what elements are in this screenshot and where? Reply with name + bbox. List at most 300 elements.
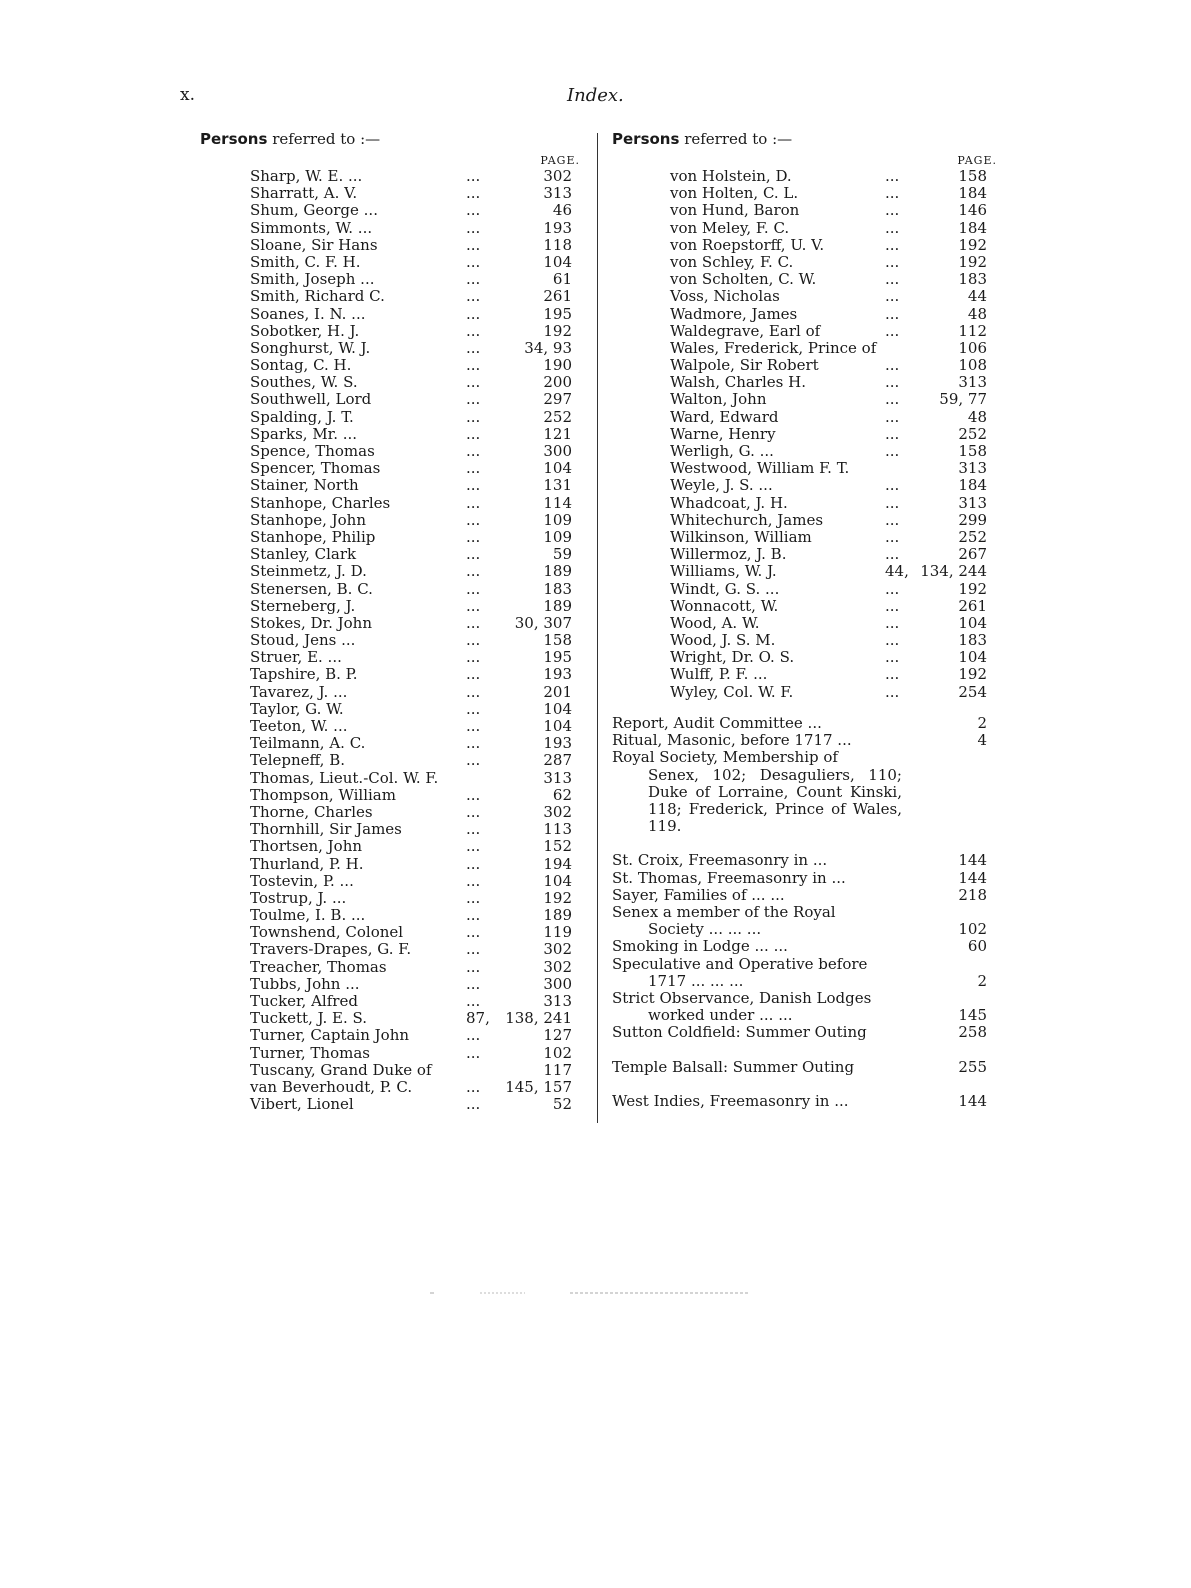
entry-pages: 192 [958, 579, 987, 598]
entry-leader: ... [466, 974, 481, 993]
page-header [0, 85, 1191, 109]
entry-name: Spencer, Thomas [250, 459, 381, 478]
index-entry [200, 804, 580, 821]
entry-pages: 112 [958, 321, 987, 340]
entry-name: Wonnacott, W. [670, 596, 779, 615]
entry-pages: 158 [958, 167, 987, 185]
entry-leader: ... [885, 356, 900, 375]
index-entry [200, 1045, 580, 1062]
entry-name: Williams, W. J. [670, 562, 777, 581]
entry-name: Warne, Henry [670, 424, 776, 443]
index-entry [612, 271, 997, 288]
entry-leader: ... [466, 888, 481, 907]
entry-leader: ... [466, 527, 481, 546]
entry-pages: 62 [552, 785, 572, 804]
index-entry [200, 752, 580, 769]
entry-leader: ... [885, 235, 900, 254]
entry-pages: 184 [958, 476, 987, 495]
heading-rest: referred to :— [684, 130, 793, 148]
entry-pages: 252 [543, 407, 572, 426]
entry-name: Sontag, C. H. [250, 356, 352, 375]
entry-leader: ... [885, 407, 900, 426]
entry-leader: ... [885, 390, 900, 409]
entry-name: Stainer, North [250, 476, 359, 495]
entry-leader: ... [466, 201, 481, 220]
index-entry [200, 718, 580, 735]
entry-leader: ... [466, 407, 481, 426]
index-entry [612, 374, 997, 391]
entry-pages: 59, 77 [939, 390, 987, 409]
index-entry [200, 254, 580, 271]
index-entry [200, 357, 580, 374]
entry-leader: ... [885, 424, 900, 443]
entry-pages: 313 [543, 992, 572, 1010]
entry-name: Wales, Frederick, Prince of [670, 338, 877, 357]
entry-name: Southes, W. S. [250, 373, 358, 392]
entry-pages: 46 [552, 201, 572, 220]
entry-name: Spence, Thomas [250, 442, 375, 460]
entry-name: Walsh, Charles H. [670, 373, 806, 392]
index-entry [612, 581, 997, 598]
index-entry [200, 821, 580, 838]
entry-leader: ... [466, 218, 481, 237]
entry-name: Tuckett, J. E. S. [250, 1009, 368, 1028]
heading-bold: Persons [200, 130, 268, 148]
entry-name: Stanhope, Charles [250, 493, 391, 512]
index-entry [612, 460, 997, 477]
index-entry [612, 254, 997, 271]
entry-pages: 134, 244 [920, 562, 987, 581]
index-entry [612, 391, 997, 408]
entry-pages: 34, 93 [524, 338, 572, 357]
index-entry [200, 443, 580, 460]
index-entry [200, 993, 580, 1010]
scan-noise [430, 1290, 750, 1296]
entry-pages: 192 [958, 252, 987, 271]
subject-entry: Sayer, Families of ... ... 218 [612, 885, 987, 904]
index-entry [200, 890, 580, 907]
entry-pages: 302 [543, 167, 572, 185]
entry-pages: 302 [543, 802, 572, 821]
entry-leader: ... [466, 1026, 481, 1045]
entry-leader: ... [466, 613, 481, 632]
subject-entry: Sutton Coldfield: Summer Outing 258 [612, 1023, 987, 1042]
entry-pages: 193 [543, 218, 572, 237]
entry-leader: ... [885, 665, 900, 684]
entry-pages: 192 [543, 321, 572, 340]
entry-name: Treacher, Thomas [250, 957, 387, 976]
entry-pages: 183 [958, 270, 987, 289]
entry-pages: 104 [543, 459, 572, 478]
entry-pages: 109 [543, 527, 572, 546]
entry-name: Tostrup, J. ... [250, 888, 347, 907]
entry-leader: ... [466, 321, 481, 340]
entry-pages: 299 [958, 510, 987, 529]
entry-leader: ... [466, 493, 481, 512]
entry-name: Waldegrave, Earl of [670, 321, 821, 340]
entry-pages: 200 [543, 373, 572, 392]
entry-name: Wulff, P. F. ... [670, 665, 768, 684]
entry-pages: 44 [967, 287, 987, 306]
index-entry [200, 426, 580, 443]
entry-pages: 109 [543, 510, 572, 529]
entry-name: Stenersen, B. C. [250, 579, 373, 598]
entry-pages: 287 [543, 751, 572, 770]
entry-name: Sparks, Mr. ... [250, 424, 358, 443]
entry-leader: ... [466, 459, 481, 478]
left-column-heading [200, 130, 580, 148]
entry-name: Werligh, G. ... [670, 442, 774, 460]
index-entry [612, 323, 997, 340]
entry-pages: 30, 307 [514, 613, 572, 632]
entry-name: Wood, A. W. [670, 613, 760, 632]
index-entry [200, 323, 580, 340]
entry-pages: 183 [958, 631, 987, 650]
index-entry [200, 529, 580, 546]
entry-name: Teeton, W. ... [250, 717, 348, 735]
index-entry [612, 495, 997, 512]
index-entry [200, 340, 580, 357]
entry-leader: ... [885, 631, 900, 650]
entry-name: von Schley, F. C. [670, 252, 794, 271]
entry-name: Songhurst, W. J. [250, 338, 371, 357]
entry-pages: 193 [543, 665, 572, 684]
index-entry [200, 306, 580, 323]
entry-name: van Beverhoudt, P. C. [250, 1077, 413, 1096]
index-entry [200, 1062, 580, 1079]
column-divider [597, 133, 598, 1123]
entry-name: Smith, Richard C. [250, 287, 385, 306]
index-entry [200, 237, 580, 254]
entry-name: von Roepstorff, U. V. [670, 235, 825, 254]
entry-leader: ... [466, 665, 481, 684]
entry-pages: 313 [958, 373, 987, 392]
entry-name: Shum, George ... [250, 201, 378, 220]
entry-pages: 145, 157 [505, 1077, 572, 1096]
page-title: Index. [567, 85, 624, 106]
entry-leader: ... [885, 304, 900, 323]
entry-leader: ... [466, 923, 481, 942]
subject-entries [612, 715, 997, 1110]
entry-leader: ... [885, 613, 900, 632]
left-column [200, 130, 580, 1113]
entry-leader: ... [466, 235, 481, 254]
entry-pages: 104 [543, 252, 572, 271]
index-entry [612, 340, 997, 357]
entry-name: Southwell, Lord [250, 390, 372, 409]
right-entries [612, 168, 997, 701]
entry-pages: 261 [958, 596, 987, 615]
index-entry [200, 666, 580, 683]
index-entry [200, 1027, 580, 1044]
heading-bold: Persons [612, 130, 680, 148]
entry-pages: 254 [958, 682, 987, 701]
entry-name: Simmonts, W. ... [250, 218, 373, 237]
index-entry [200, 924, 580, 941]
subject-entry: West Indies, Freemasonry in ... 144 [612, 1091, 987, 1110]
entry-name: Steinmetz, J. D. [250, 562, 367, 581]
entry-name: Telepneff, B. [250, 751, 345, 770]
entry-leader: ... [885, 579, 900, 598]
entry-name: Westwood, William F. T. [670, 459, 850, 478]
entry-leader: ... [885, 493, 900, 512]
entry-pages: 113 [543, 820, 572, 839]
entry-pages: 48 [967, 407, 987, 426]
index-entry [200, 185, 580, 202]
entry-name: Soanes, I. N. ... [250, 304, 366, 323]
subject-entry: Smoking in Lodge ... ... 60 [612, 937, 987, 956]
entry-name: Voss, Nicholas [670, 287, 780, 306]
entry-pages: 158 [543, 631, 572, 650]
index-entry [200, 701, 580, 718]
entry-pages: 267 [958, 545, 987, 564]
entry-pages: 302 [543, 957, 572, 976]
entry-name: Stoud, Jens ... [250, 631, 356, 650]
entry-pages: 313 [958, 493, 987, 512]
entry-leader: ... [466, 338, 481, 357]
entry-name: Struer, E. ... [250, 648, 342, 667]
entry-leader: ... [466, 940, 481, 959]
entry-pages: 52 [552, 1095, 572, 1114]
entry-leader: ... [466, 252, 481, 271]
entry-name: von Hund, Baron [670, 201, 800, 220]
index-entry [200, 1010, 580, 1027]
entry-name: Sloane, Sir Hans [250, 235, 378, 254]
entry-leader: ... [466, 837, 481, 856]
entry-name: Tostevin, P. ... [250, 871, 354, 890]
entry-name: Teilmann, A. C. [250, 734, 366, 753]
entry-name: Turner, Captain John [250, 1026, 410, 1045]
entry-name: Townshend, Colonel [250, 923, 404, 942]
entry-name: von Holstein, D. [670, 167, 792, 185]
index-entry [200, 409, 580, 426]
entry-leader: ... [885, 287, 900, 306]
heading-rest: referred to :— [272, 130, 381, 148]
entry-leader: ... [466, 579, 481, 598]
entry-pages: 313 [958, 459, 987, 478]
index-entry [200, 735, 580, 752]
entry-name: Walton, John [670, 390, 767, 409]
entry-name: Wood, J. S. M. [670, 631, 776, 650]
index-entry [200, 581, 580, 598]
entry-leader: ... [466, 167, 481, 185]
entry-name: Toulme, I. B. ... [250, 906, 366, 925]
index-entry [612, 563, 997, 580]
subject-entry: Ritual, Masonic, before 1717 ... 4 [612, 731, 987, 750]
index-entry [200, 959, 580, 976]
index-entry [612, 512, 997, 529]
subject-entry: Senex a member of the Royal Society ... ... ... 102 [612, 903, 987, 939]
entry-name: Stokes, Dr. John [250, 613, 372, 632]
entry-pages: 146 [958, 201, 987, 220]
entry-leader: ... [885, 510, 900, 529]
index-entry [200, 598, 580, 615]
entry-name: Tavarez, J. ... [250, 682, 348, 701]
entry-name: Turner, Thomas [250, 1043, 370, 1062]
entry-pages: 118 [543, 235, 572, 254]
entry-name: Travers-Drapes, G. F. [250, 940, 412, 959]
entry-pages: 158 [958, 442, 987, 460]
subject-entry: Strict Observance, Danish Lodges worked under ... ... 145 [612, 989, 987, 1025]
entry-leader: ... [466, 1095, 481, 1114]
index-entry [200, 770, 580, 787]
entry-leader: ... [466, 356, 481, 375]
entry-pages: 127 [543, 1026, 572, 1045]
entry-name: Whitechurch, James [670, 510, 824, 529]
index-entry [612, 220, 997, 237]
entry-name: von Holten, C. L. [670, 184, 799, 203]
entry-name: von Scholten, C. W. [670, 270, 817, 289]
entry-name: Tapshire, B. P. [250, 665, 358, 684]
entry-leader: ... [466, 751, 481, 770]
index-entry [612, 649, 997, 666]
entry-pages: 192 [958, 235, 987, 254]
index-entry [612, 357, 997, 374]
entry-leader: ... [885, 167, 900, 185]
entry-leader: ... [466, 373, 481, 392]
entry-pages: 104 [543, 871, 572, 890]
entry-name: Thornhill, Sir James [250, 820, 402, 839]
index-entry [200, 202, 580, 219]
entry-leader: ... [466, 682, 481, 701]
entry-name: Wilkinson, William [670, 527, 812, 546]
index-entry [200, 220, 580, 237]
entry-name: Sharp, W. E. ... [250, 167, 363, 185]
entry-leader: ... [466, 1077, 481, 1096]
entry-pages: 194 [543, 854, 572, 873]
entry-leader: ... [466, 854, 481, 873]
index-entry [200, 563, 580, 580]
entry-pages: 104 [958, 613, 987, 632]
entry-leader: 87, [466, 1009, 490, 1028]
entry-leader: ... [885, 270, 900, 289]
index-entry [200, 615, 580, 632]
entry-pages: 108 [958, 356, 987, 375]
entry-pages: 189 [543, 596, 572, 615]
entry-leader: ... [466, 992, 481, 1010]
entry-name: Willermoz, J. B. [670, 545, 787, 564]
entry-pages: 184 [958, 218, 987, 237]
entry-name: Taylor, G. W. [250, 699, 344, 718]
right-column-heading [612, 130, 997, 148]
index-entry [200, 460, 580, 477]
index-entry [200, 907, 580, 924]
index-entry [612, 477, 997, 494]
entry-name: Thurland, P. H. [250, 854, 364, 873]
index-entry [612, 426, 997, 443]
index-entry [200, 1096, 580, 1113]
entry-name: Sharratt, A. V. [250, 184, 358, 203]
entry-pages: 302 [543, 940, 572, 959]
entry-name: Stanhope, Philip [250, 527, 376, 546]
entry-pages: 300 [543, 974, 572, 993]
entry-pages: 313 [543, 768, 572, 787]
index-entry [200, 856, 580, 873]
entry-pages: 106 [958, 338, 987, 357]
entry-leader: ... [466, 699, 481, 718]
entry-leader: ... [885, 218, 900, 237]
entry-leader: ... [466, 562, 481, 581]
entry-leader: ... [885, 201, 900, 220]
entry-leader: ... [466, 802, 481, 821]
index-entry [612, 306, 997, 323]
entry-pages: 102 [543, 1043, 572, 1062]
index-entry [612, 288, 997, 305]
index-entry [200, 168, 580, 185]
index-entry [200, 838, 580, 855]
index-entry [612, 632, 997, 649]
entry-pages: 121 [543, 424, 572, 443]
entry-leader: ... [885, 476, 900, 495]
subject-entry: St. Croix, Freemasonry in ... 144 [612, 851, 987, 870]
entry-name: Thompson, William [250, 785, 396, 804]
index-entry [612, 546, 997, 563]
entry-pages: 114 [543, 493, 572, 512]
entry-name: Tubbs, John ... [250, 974, 360, 993]
entry-name: Sterneberg, J. [250, 596, 356, 615]
entry-name: Sobotker, H. J. [250, 321, 360, 340]
entry-pages: 297 [543, 390, 572, 409]
entry-name: Smith, C. F. H. [250, 252, 361, 271]
entry-leader: ... [466, 596, 481, 615]
index-entry [612, 185, 997, 202]
entry-leader: ... [466, 734, 481, 753]
entry-pages: 183 [543, 579, 572, 598]
entry-leader: ... [885, 373, 900, 392]
entry-leader: ... [885, 442, 900, 460]
entry-pages: 192 [543, 888, 572, 907]
index-entry [200, 1079, 580, 1096]
entry-leader: ... [466, 906, 481, 925]
entry-name: Ward, Edward [670, 407, 779, 426]
entry-pages: 189 [543, 562, 572, 581]
entry-pages: 190 [543, 356, 572, 375]
entry-leader: ... [466, 390, 481, 409]
subject-entry: St. Thomas, Freemasonry in ... 144 [612, 868, 987, 887]
entry-pages: 252 [958, 424, 987, 443]
entry-pages: 261 [543, 287, 572, 306]
entry-leader: ... [466, 424, 481, 443]
index-entry [200, 546, 580, 563]
entry-name: Stanley, Clark [250, 545, 357, 564]
entry-pages: 195 [543, 304, 572, 323]
entry-pages: 189 [543, 906, 572, 925]
entry-pages: 117 [543, 1060, 572, 1079]
subject-entry: Royal Society, Membership of Senex, 102; Desaguliers, 110; Duke of Lorraine, Count Kinski, 118; Frederick, Prince of Wales, 119. [612, 748, 902, 836]
page-column-label: PAGE. [957, 154, 997, 167]
entry-pages: 61 [552, 270, 572, 289]
entry-leader: ... [885, 596, 900, 615]
index-entry [200, 512, 580, 529]
index-entry [612, 168, 997, 185]
entry-leader: ... [466, 304, 481, 323]
entry-leader: ... [466, 510, 481, 529]
index-entry [612, 598, 997, 615]
entry-leader: ... [466, 871, 481, 890]
subject-entry: Speculative and Operative before 1717 ... ... ... 2 [612, 954, 987, 990]
entry-pages: 201 [543, 682, 572, 701]
index-entry [612, 202, 997, 219]
entry-pages: 152 [543, 837, 572, 856]
entry-name: Weyle, J. S. ... [670, 476, 773, 495]
entry-leader: ... [466, 270, 481, 289]
index-entry [612, 443, 997, 460]
index-entry [612, 529, 997, 546]
index-entry [200, 684, 580, 701]
entry-pages: 104 [543, 717, 572, 735]
entry-name: Wadmore, James [670, 304, 798, 323]
index-entry [612, 684, 997, 701]
